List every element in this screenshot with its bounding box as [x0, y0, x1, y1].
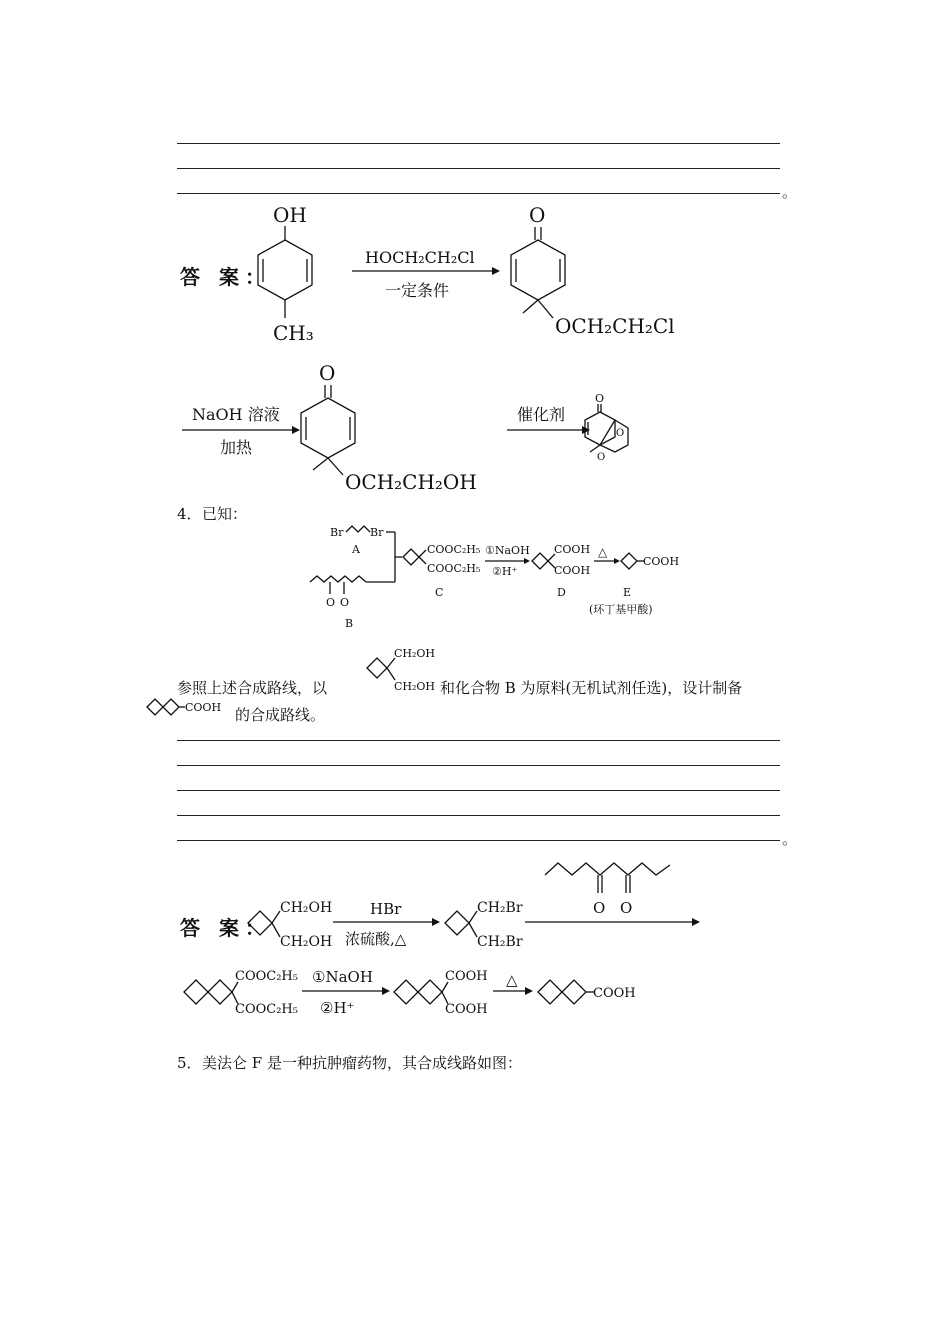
p2-o-label: O: [319, 361, 336, 385]
q4-prompt-part3: 的合成路线。: [235, 706, 326, 724]
p3-o-a-label: O: [616, 428, 625, 439]
answer-line-5: [177, 765, 780, 766]
q3-product-2-structure: [295, 360, 505, 500]
ans-arrow2-top: ①NaOH: [312, 968, 373, 986]
scheme-a-br1: Br: [330, 526, 344, 539]
ans-sm-top: CH₂OH: [280, 900, 333, 916]
inline-reagent-top: CH₂OH: [394, 647, 436, 660]
scheme-e-cooh: COOH: [643, 555, 680, 568]
ans-acid-top: COOH: [445, 969, 488, 984]
ans-ester-top: COOC₂H₅: [235, 969, 298, 984]
arrow3-top-label: 催化剂: [517, 405, 566, 424]
ans-heat: △: [506, 971, 518, 989]
ans-b-o2: O: [620, 899, 633, 917]
scheme-c-bot: COOC₂H₅: [427, 562, 481, 575]
q4-number: 4．: [177, 505, 202, 523]
scheme-d-bot: COOH: [554, 564, 591, 577]
q5-text: 美法仑 F 是一种抗肿瘤药物，其合成线路如图：: [202, 1054, 522, 1072]
p3-o-b-label: O: [597, 452, 606, 463]
sm-ch3-label: CH₃: [273, 321, 314, 345]
ans-arrow2-bot: ②H⁺: [320, 999, 355, 1017]
ans-br-bot: CH₂Br: [477, 934, 523, 950]
arrow1-top-label: HOCH₂CH₂Cl: [365, 248, 475, 267]
inline-reagent-bot: CH₂OH: [394, 680, 436, 693]
q3-start-material-structure: [255, 200, 335, 350]
answer-line-2: [177, 168, 780, 169]
arrow1-bottom-label: 一定条件: [385, 281, 450, 300]
q3-arrow-2: [180, 403, 300, 458]
scheme-d-top: COOH: [554, 543, 591, 556]
q4-given-label: 已知：: [202, 505, 248, 523]
scheme-e-name: (环丁基甲酸): [589, 603, 653, 616]
answer-line-3: [177, 193, 780, 194]
scheme-label-d: D: [557, 586, 566, 599]
answer-line-6: [177, 790, 780, 791]
answer-line-period: 。: [782, 183, 798, 201]
q4-answer-row-2: [180, 960, 650, 1020]
p1-sub-label: OCH₂CH₂Cl: [555, 314, 675, 338]
answer-line-1: [177, 143, 780, 144]
scheme-arrow-top: ①NaOH: [485, 544, 530, 557]
arrow2-top-label: NaOH 溶液: [192, 405, 280, 424]
q3-product-3-structure: [580, 390, 640, 470]
q4-answer-label: 答 案：: [180, 916, 271, 940]
answer-line-period-2: 。: [782, 830, 798, 848]
ans-acid-bot: COOH: [445, 1002, 488, 1017]
scheme-label-a: A: [352, 543, 360, 556]
target-cooh: COOH: [185, 701, 222, 714]
answer-line-8: [177, 840, 780, 841]
scheme-label-b: B: [345, 617, 354, 630]
p2-sub-label: OCH₂CH₂OH: [345, 470, 477, 494]
arrow2-bottom-label: 加热: [220, 438, 253, 457]
q3-answer-label: 答 案：: [180, 265, 271, 289]
p1-o-label: O: [529, 203, 546, 227]
scheme-a-br2: Br: [370, 526, 384, 539]
answer-line-4: [177, 740, 780, 741]
p3-o-label: O: [595, 392, 605, 405]
ans-br-top: CH₂Br: [477, 900, 523, 916]
ans-final-cooh: COOH: [593, 986, 636, 1001]
q5-number: 5．: [177, 1054, 202, 1072]
q4-target-structure: [145, 695, 237, 720]
q3-arrow-1: [350, 248, 500, 308]
q4-answer-row-1: [240, 845, 710, 955]
q3-arrow-3: [505, 403, 590, 443]
ans-ester-bot: COOC₂H₅: [235, 1002, 298, 1017]
q4-inline-reagent-structure: [362, 642, 442, 697]
scheme-b-o2: O: [340, 596, 350, 609]
q3-product-1-structure: [505, 200, 705, 345]
ans-arrow1-top: HBr: [370, 900, 402, 918]
ans-arrow1-bot: 浓硫酸,△: [345, 930, 407, 948]
answer-line-7: [177, 815, 780, 816]
ans-sm-bot: CH₂OH: [280, 934, 333, 950]
scheme-label-c: C: [435, 586, 444, 599]
scheme-arrow-bot: ②H⁺: [492, 565, 518, 578]
q4-prompt-part1: 参照上述合成路线，以: [177, 679, 328, 697]
scheme-c-top: COOC₂H₅: [427, 543, 481, 556]
q4-given-scheme: [300, 520, 700, 635]
ans-b-o1: O: [593, 899, 606, 917]
sm-oh-label: OH: [273, 203, 307, 227]
q4-prompt-part2: 和化合物 B 为原料(无机试剂任选)，设计制备: [440, 679, 743, 697]
scheme-b-o1: O: [326, 596, 336, 609]
scheme-label-e: E: [623, 586, 632, 599]
scheme-heat: △: [598, 545, 608, 559]
